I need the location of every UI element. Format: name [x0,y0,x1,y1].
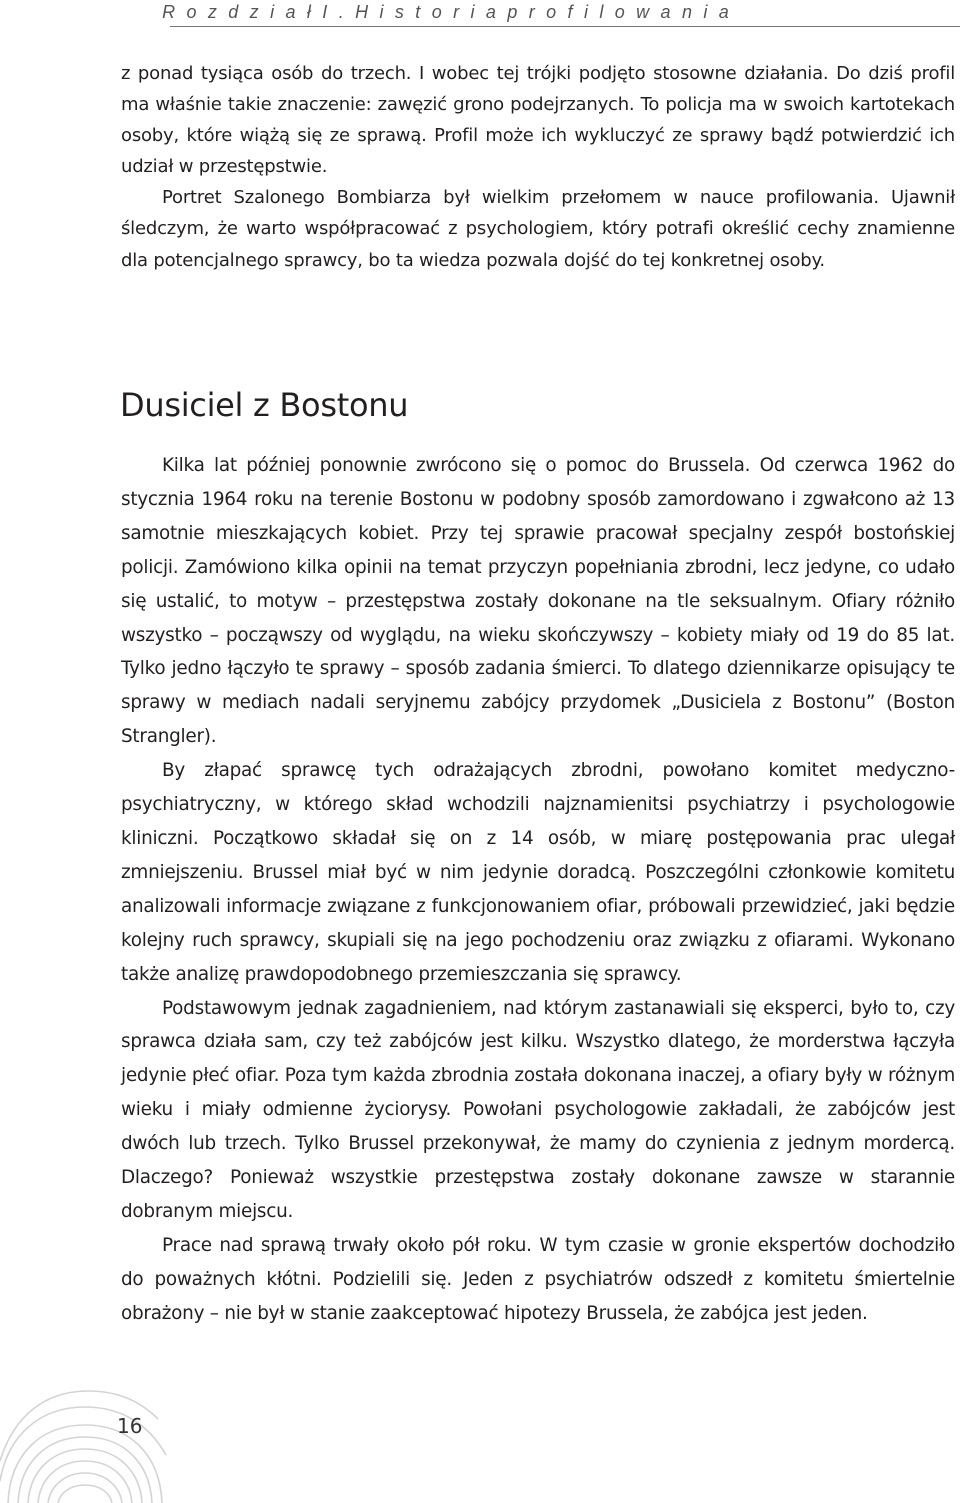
paragraph: z ponad tysiąca osób do trzech. I wobec tej trójki podjęto stosowne działania. Do dziś profil ma właśnie takie znaczenie: zawęzić grono podejrzanych. To policja ma w swoich kartotekach osoby, które wiążą się ze sprawą. Profil może ich wykluczyć ze sprawy bądź potwierdzić ich udział w przestępstwie. [121,63,955,178]
section-heading: Dusiciel z Bostonu [120,386,409,424]
section-text [121,449,955,1331]
chapter-title: R o z d z i a ł I . H i s t o r i a p r o f i l o w a n i a [162,2,732,22]
header-rule [170,26,960,27]
page-number: 16 [117,1414,143,1438]
paragraph: By złapać sprawcę tych odrażających zbrodni, powołano komitet medyczno-psychiatryczny, w którego skład wchodzili najznamienitsi psychiatrzy i psychologowie kliniczni. Początkowo składał się on z 14 osób, w miarę postępowania prac ulegał zmniejszeniu. Brussel miał być w nim jedynie doradcą. Poszczególni członkowie komitetu analizowali informacje związane z funkcjonowaniem ofiar, próbowali przewidzieć, jaki będzie kolejny ruch sprawcy, skupiali się na jego pochodzeniu oraz związku z ofiarami. Wykonano także analizę prawdopodobnego przemieszczania się sprawcy. [121,760,955,985]
paragraph: Podstawowym jednak zagadnieniem, nad którym zastanawiali się eksperci, było to, czy sprawca działa sam, czy też zabójców jest kilku. Wszystko dlatego, że morderstwa łączyła jedynie płeć ofiar. Poza tym każda zbrodnia została dokonana inaczej, a ofiary były w różnym wieku i miały odmienne życiorysy. Powołani psychologowie zakładali, że zabójców jest dwóch lub trzech. Tylko Brussel przekonywał, że mamy do czynienia z jednym mordercą. Dlaczego? Ponieważ wszystkie przestępstwa zostały dokonane zawsze w starannie dobranym miejscu. [121,997,955,1222]
paragraph: Kilka lat później ponownie zwrócono się o pomoc do Brussela. Od czerwca 1962 do stycznia 1964 roku na terenie Bostonu w podobny sposób zamordowano i zgwałcono aż 13 samotnie mieszkających kobiet. Przy tej sprawie pracował specjalny zespół bostońskiej policji. Zamówiono kilka opinii na temat przyczyn popełniania zbrodni, lecz jedyne, co udało się ustalić, to motyw – przestępstwa zostały dokonane na tle seksualnym. Ofiary różniło wszystko – począwszy od wyglądu, na wieku skończywszy – kobiety miały od 19 do 85 lat. Tylko jedno łączyło te sprawy – sposób zadania śmierci. To dlatego dziennikarze opisujący te sprawy w mediach nadali seryjnemu zabójcy przydomek „Dusiciela z Bostonu” (Boston Strangler). [121,455,955,748]
intro-text [121,58,955,276]
fingerprint-icon [0,1385,170,1503]
paragraph: Portret Szalonego Bombiarza był wielkim przełomem w nauce profilowania. Ujawnił śledczym, że warto współpracować z psychologiem, który potrafi określić cechy znamienne dla potencjalnego sprawcy, bo ta wiedza pozwala dojść do tej konkretnej osoby. [121,187,955,271]
running-header [0,0,960,26]
paragraph: Prace nad sprawą trwały około pół roku. W tym czasie w gronie ekspertów dochodziło do poważnych kłótni. Podzielili się. Jeden z psychiatrów odszedł z komitetu śmiertelnie obrażony – nie był w stanie zaakceptować hipotezy Brussela, że zabójca jest jeden. [121,1234,955,1324]
